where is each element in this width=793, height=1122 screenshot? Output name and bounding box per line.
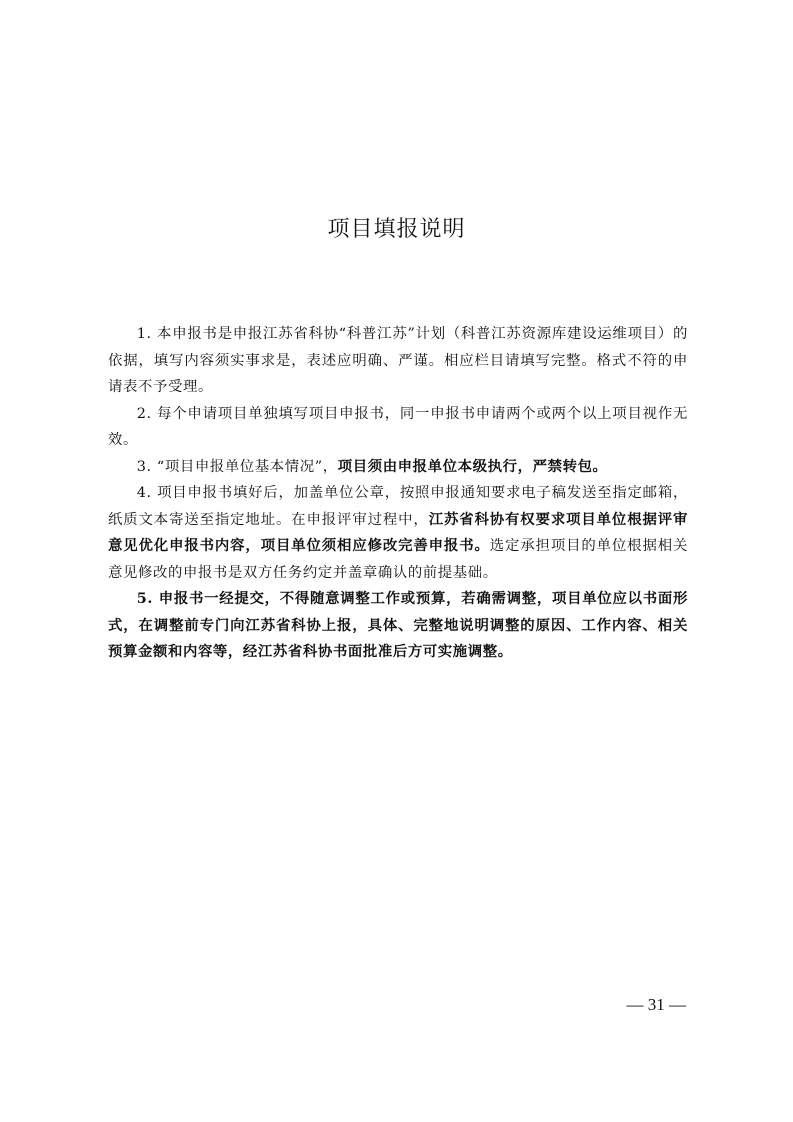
instruction-item-4 [108, 480, 688, 586]
item-4-suffix: 选定承担项目的单位根据相关意见修改的申报书是双方任务约定并盖章确认的前提基础。 [108, 538, 688, 581]
item-5-bold: 5. 申报书一经提交，不得随意调整工作或预算，若确需调整，项目单位应以书面形式，在调整前专门向江苏省科协上报，具体、完整地说明调整的原因、工作内容、相关预算金额和内容等，经江苏省科协书面批准后方可实施调整。 [108, 590, 688, 660]
instruction-item-2 [108, 401, 688, 454]
item-4-prefix: 4. 项目申报书填好后，加盖单位公章，按照申报通知要求电子稿发送至指定邮箱，纸质文本寄送至指定地址。在申报评审过程中， [108, 485, 688, 528]
item-4-bold: 江苏省科协有权要求项目单位根据评审意见优化申报书内容，项目单位须相应修改完善申报书。 [108, 510, 689, 554]
item-3-prefix: 3. “项目申报单位基本情况”， [136, 458, 338, 475]
page-number: — 31 — [626, 995, 686, 1014]
item-3-bold: 项目须由申报单位本级执行，严禁转包。 [337, 457, 608, 475]
instructions-body [108, 321, 688, 666]
page-title: 项目填报说明 [327, 217, 466, 242]
instruction-item-1 [108, 321, 688, 401]
instruction-item-5 [108, 586, 688, 666]
item-1-text: 1. 本申报书是申报江苏省科协“科普江苏”计划（科普江苏资源库建设运维项目）的依据，填写内容须实事求是，表述应明确、严谨。相应栏目请填写完整。格式不符的申请表不予受理。 [108, 326, 688, 395]
instruction-item-3 [108, 454, 688, 481]
item-2-text: 2. 每个申请项目单独填写项目申报书，同一申报书申请两个或两个以上项目视作无效。 [108, 405, 688, 448]
